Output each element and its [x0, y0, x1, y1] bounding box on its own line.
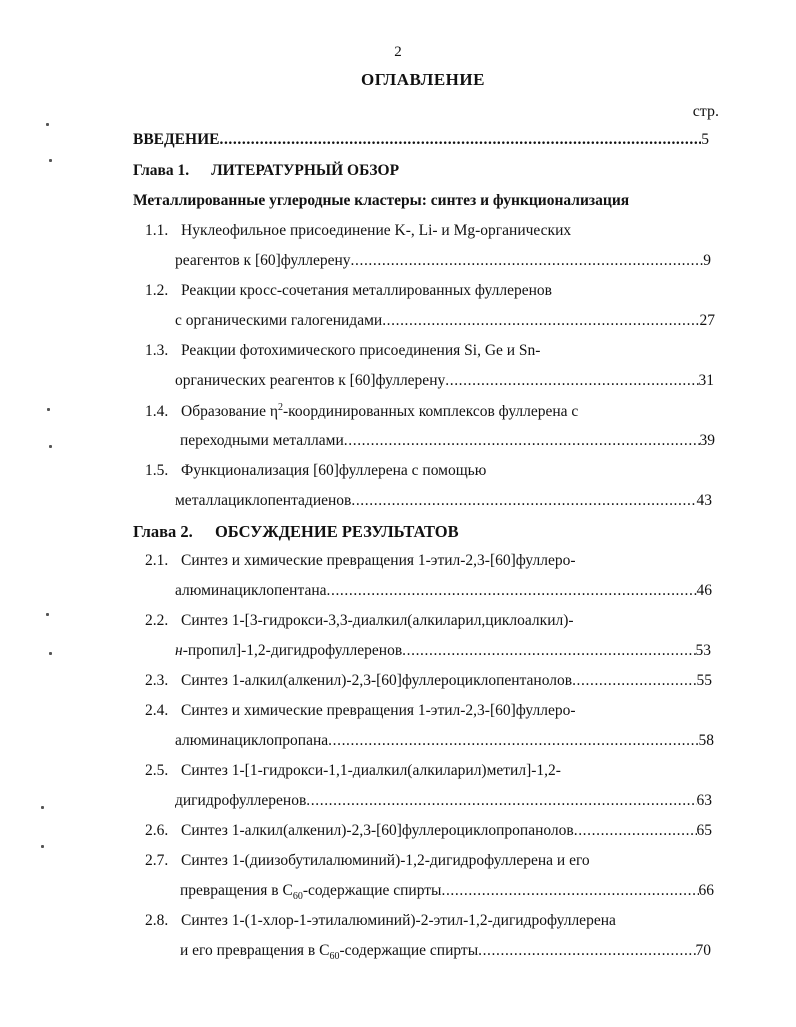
section-title-line2: алюминациклопропана	[175, 732, 329, 749]
toc-entry-1-4	[145, 402, 578, 421]
section-title-line2	[180, 882, 441, 902]
scan-speck	[49, 652, 52, 655]
section-title-line1: Синтез 1-(1-хлор-1-этилалюминий)-2-этил-1,2-дигидрофуллерена	[181, 912, 616, 929]
toc-entry-2-4	[145, 702, 576, 720]
leader-dots	[219, 131, 701, 149]
section-title-line1: Функционализация [60]фуллерена с помощью	[181, 462, 487, 479]
toc-entry-2-8	[145, 912, 616, 930]
leader-dots	[572, 672, 696, 690]
section-title-line1: Реакции фотохимического присоединения Si, Ge и Sn-	[181, 342, 541, 359]
section-title-line2: дигидрофуллеренов	[175, 792, 307, 809]
section-number: 2.4.	[145, 702, 169, 719]
leader-dots	[478, 942, 695, 960]
chapter2-label: Глава 2.	[133, 522, 193, 541]
section-number: 1.4.	[145, 403, 169, 421]
section-title-line2-a: и его превращения в C	[180, 942, 330, 959]
chapter1-subtitle: Металлированные углеродные кластеры: синтез и функционализация	[133, 192, 630, 209]
section-title-line2: органических реагентов к [60]фуллерену	[175, 372, 446, 389]
toc-entry-1-1	[145, 222, 571, 240]
section-title-line1: Синтез 1-(диизобутилалюминий)-1,2-дигидрофуллерена и его	[181, 852, 590, 869]
section-number: 2.7.	[145, 852, 169, 869]
leader-dots	[328, 732, 698, 750]
subscript: 60	[329, 951, 340, 963]
chapter2-title: ОБСУЖДЕНИЕ РЕЗУЛЬТАТОВ	[214, 522, 459, 541]
section-number: 1.2.	[145, 282, 169, 299]
toc-entry-2-5-cont	[175, 792, 712, 810]
leader-dots	[306, 792, 696, 810]
toc-entry-2-1	[145, 552, 576, 570]
section-page: 46	[696, 582, 712, 599]
section-number: 1.5.	[145, 462, 169, 479]
leader-dots	[574, 822, 697, 840]
toc-entry-2-6	[145, 822, 712, 840]
section-title-line1: Нуклеофильное присоединение K-, Li- и Mg-органических	[181, 222, 572, 239]
section-number: 1.3.	[145, 342, 169, 359]
section-title-line2-b: -содержащие спирты	[339, 942, 479, 959]
page-title: ОГЛАВЛЕНИЕ	[361, 70, 485, 89]
section-title-line2-b: -содержащие спирты	[302, 882, 442, 899]
toc-entry-1-3-cont	[175, 372, 714, 390]
section-page: 65	[696, 822, 712, 839]
toc-entry-2-1-cont	[175, 582, 712, 600]
section-title-line2	[175, 642, 402, 660]
section-page: 39	[699, 432, 715, 449]
superscript: 2	[277, 402, 283, 413]
scan-speck	[41, 845, 44, 848]
section-title-line1: Синтез и химические превращения 1-этил-2,3-[60]фуллеро-	[181, 702, 576, 719]
toc-entry-2-3	[145, 672, 712, 690]
section-page: 53	[695, 642, 711, 659]
section-number: 2.3.	[145, 672, 169, 689]
section-page: 70	[695, 942, 711, 959]
section-title-line2: реагентов к [60]фуллерену	[175, 252, 351, 269]
chapter1-heading	[133, 162, 399, 180]
chapter2-heading	[133, 522, 459, 542]
section-title-line2: металлациклопентадиенов	[175, 492, 352, 509]
toc-entry-2-7-cont	[180, 882, 714, 902]
toc-intro-label: ВВЕДЕНИЕ	[133, 131, 220, 148]
chapter1-label: Глава 1.	[133, 162, 190, 179]
toc-entry-1-2-cont	[175, 312, 715, 330]
section-title-line1: Синтез 1-[3-гидрокси-3,3-диалкил(алкиларил,циклоалкил)-	[181, 612, 574, 629]
section-title-line2: переходными металлами	[180, 432, 344, 449]
leader-dots	[402, 642, 695, 660]
section-page: 58	[698, 732, 714, 749]
page-column-label: стр.	[692, 103, 719, 120]
section-page: 43	[696, 492, 712, 509]
leader-dots	[344, 432, 700, 450]
scan-speck	[49, 159, 52, 162]
section-title-line2: алюминациклопентана	[175, 582, 327, 599]
section-title-line1: Синтез 1-алкил(алкенил)-2,3-[60]фуллероциклопентанолов	[181, 672, 573, 689]
scan-speck	[49, 445, 52, 448]
toc-intro-page: 5	[701, 131, 709, 148]
toc-entry-1-4-cont	[180, 432, 715, 450]
section-page: 27	[699, 312, 715, 329]
toc-intro	[133, 131, 709, 149]
toc-entry-1-3	[145, 342, 540, 360]
section-page: 9	[703, 252, 711, 269]
leader-dots	[445, 372, 698, 390]
leader-dots	[351, 492, 696, 510]
toc-entry-2-7	[145, 852, 590, 870]
section-page: 55	[696, 672, 712, 689]
section-title-line1: Синтез 1-алкил(алкенил)-2,3-[60]фуллероциклопропанолов	[181, 822, 574, 839]
italic-prefix: н	[175, 642, 183, 659]
chapter1-title: ЛИТЕРАТУРНЫЙ ОБЗОР	[211, 162, 400, 179]
section-title-line1-rest: -координированных комплексов фуллерена с	[282, 403, 579, 421]
toc-entry-1-2	[145, 282, 552, 300]
section-page: 66	[698, 882, 714, 899]
section-number: 1.1.	[145, 222, 169, 239]
section-title-line2: с органическими галогенидами	[175, 312, 383, 329]
scan-speck	[46, 123, 49, 126]
leader-dots	[351, 252, 704, 270]
section-title-line2-rest: -пропил]-1,2-дигидрофуллеренов	[182, 642, 403, 659]
leader-dots	[382, 312, 699, 330]
section-number: 2.6.	[145, 822, 169, 839]
section-title-line1: Синтез и химические превращения 1-этил-2,3-[60]фуллеро-	[181, 552, 576, 569]
toc-entry-2-5	[145, 762, 561, 780]
scan-speck	[46, 613, 49, 616]
subscript: 60	[292, 891, 303, 903]
toc-entry-1-1-cont	[175, 252, 711, 270]
section-number: 2.2.	[145, 612, 169, 629]
section-number: 2.8.	[145, 912, 169, 929]
section-title-line1: Реакции кросс-сочетания металлированных фуллеренов	[181, 282, 552, 299]
section-page: 63	[696, 792, 712, 809]
toc-entry-2-2-cont	[175, 642, 711, 660]
scan-speck	[41, 806, 44, 809]
page-number: 2	[394, 44, 402, 60]
toc-entry-1-5-cont	[175, 492, 712, 510]
section-page: 31	[698, 372, 714, 389]
section-title-line2-a: превращения в C	[180, 882, 293, 899]
section-title-line2	[180, 942, 478, 962]
toc-entry-2-2	[145, 612, 574, 630]
section-number: 2.1.	[145, 552, 169, 569]
section-title-line1: Синтез 1-[1-гидрокси-1,1-диалкил(алкиларил)метил]-1,2-	[181, 762, 561, 779]
section-number: 2.5.	[145, 762, 169, 779]
section-title-line1: Образование η	[181, 403, 278, 421]
toc-entry-2-4-cont	[175, 732, 714, 750]
scan-speck	[47, 408, 50, 411]
leader-dots	[327, 582, 697, 600]
toc-entry-2-8-cont	[180, 942, 711, 962]
toc-entry-1-5	[145, 462, 486, 480]
leader-dots	[441, 882, 698, 900]
